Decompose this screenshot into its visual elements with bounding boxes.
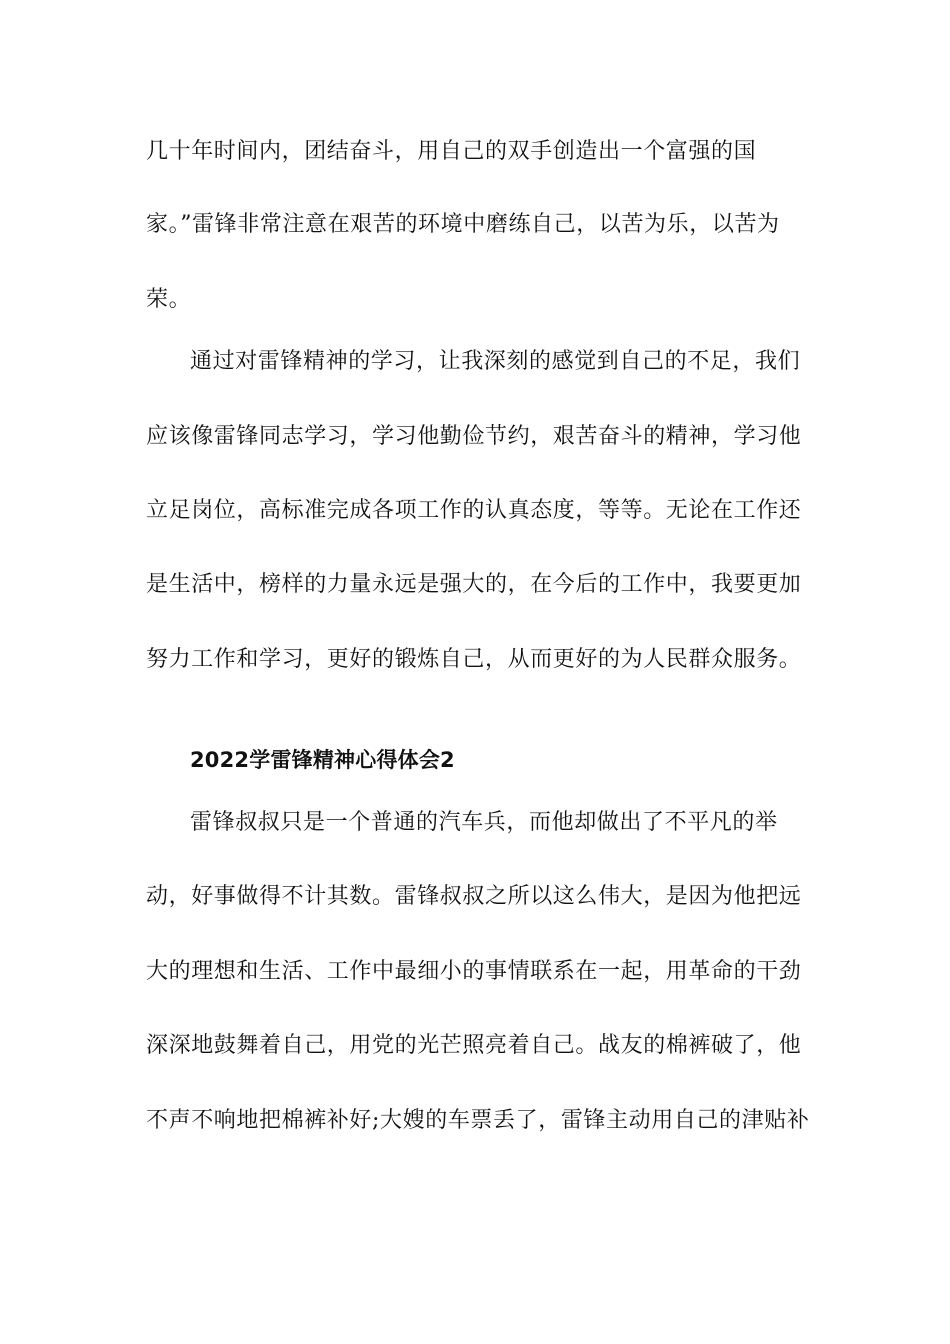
paragraph-2-line-2: 应该像雷锋同志学习，学习他勤俭节约，艰苦奋斗的精神，学习他 [146, 424, 802, 449]
paragraph-3-line-2: 动，好事做得不计其数。雷锋叔叔之所以这么伟大，是因为他把远 [146, 884, 802, 909]
paragraph-3-line-3: 大的理想和生活、工作中最细小的事情联系在一起，用革命的干劲 [146, 959, 802, 984]
paragraph-2-line-1: 通过对雷锋精神的学习，让我深刻的感觉到自己的不足，我们 [190, 349, 801, 374]
paragraph-2-line-3: 立足岗位，高标准完成各项工作的认真态度，等等。无论在工作还 [146, 498, 802, 523]
paragraph-2-line-4: 是生活中，榜样的力量永远是强大的，在今后的工作中，我要更加 [146, 572, 802, 597]
section-heading: 2022学雷锋精神心得体会2 [190, 748, 455, 772]
paragraph-3-line-4: 深深地鼓舞着自己，用党的光芒照亮着自己。战友的棉裤破了，他 [146, 1033, 802, 1058]
paragraph-3-line-1: 雷锋叔叔只是一个普通的汽车兵，而他却做出了不平凡的举 [190, 810, 778, 835]
paragraph-2-line-5: 努力工作和学习，更好的锻炼自己，从而更好的为人民群众服务。 [146, 647, 802, 672]
paragraph-3-line-5: 不声不响地把棉裤补好;大嫂的车票丢了，雷锋主动用自己的津贴补 [146, 1108, 810, 1133]
paragraph-1-line-2: 家。”雷锋非常注意在艰苦的环境中磨练自己，以苦为乐，以苦为 [146, 212, 780, 237]
paragraph-1-line-1: 几十年时间内，团结奋斗，用自己的双手创造出一个富强的国 [146, 139, 757, 164]
paragraph-1-line-3: 荣。 [146, 287, 192, 312]
